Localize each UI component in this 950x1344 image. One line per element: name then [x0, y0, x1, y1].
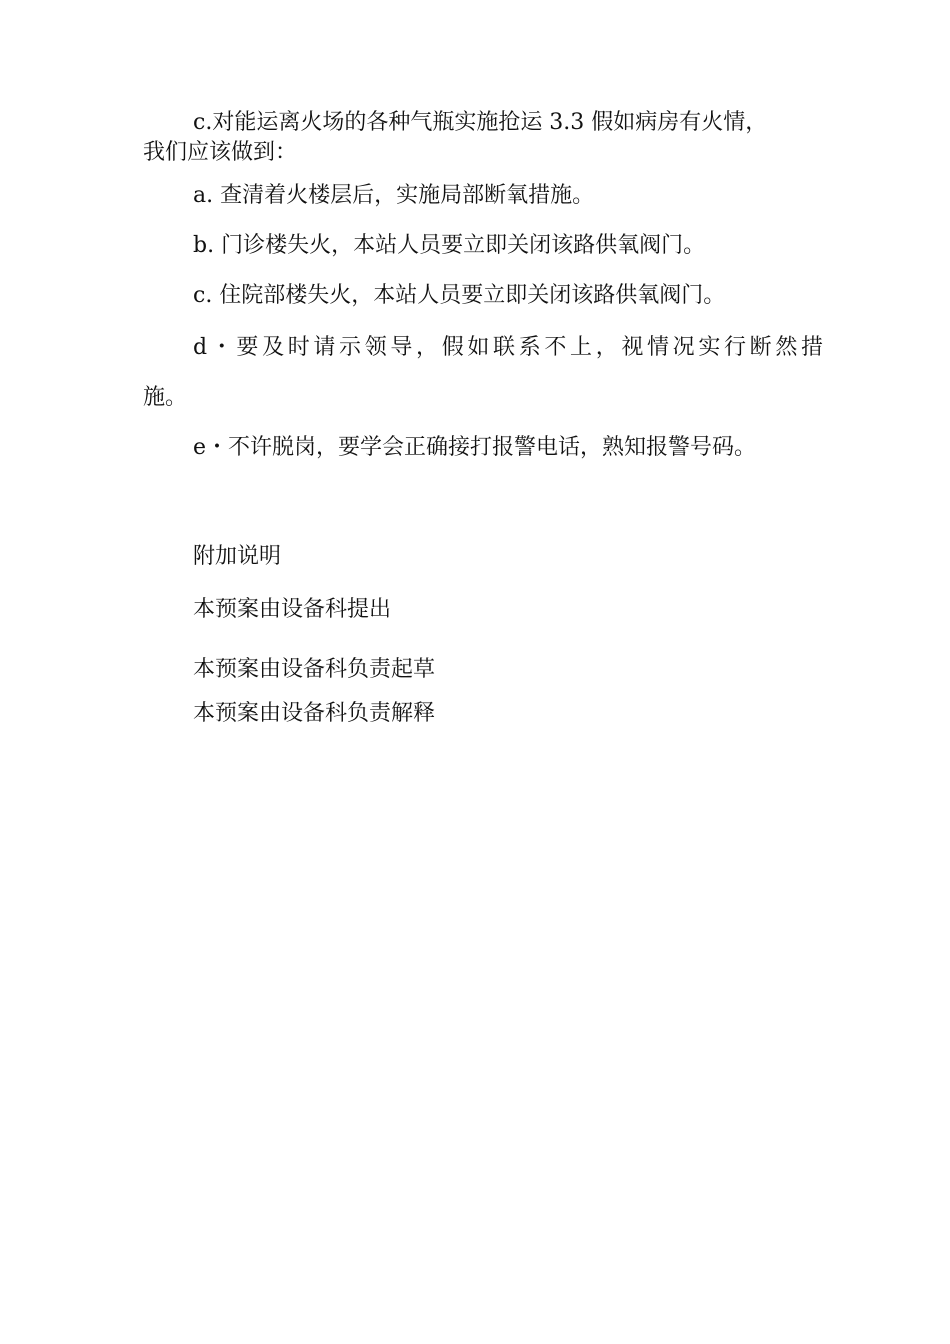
paragraph-line: c.对能运离火场的各种气瓶实施抢运 3.3 假如病房有火情，	[193, 110, 768, 135]
list-item-d-continuation: 施。	[143, 385, 188, 410]
list-item-a: a. 查清着火楼层后，实施局部断氧措施。	[193, 183, 595, 208]
appendix-line-proposer: 本预案由设备科提出	[193, 597, 392, 622]
appendix-line-drafter: 本预案由设备科负责起草	[193, 657, 436, 682]
paragraph-line-continuation: 我们应该做到：	[143, 140, 298, 165]
list-item-c: c. 住院部楼失火，本站人员要立即关闭该路供氧阀门。	[193, 283, 726, 308]
list-item-d: d・要及时请示领导，假如联系不上，视情况实行断然措	[193, 335, 823, 360]
appendix-line-interpreter: 本预案由设备科负责解释	[193, 701, 436, 726]
appendix-title: 附加说明	[193, 544, 282, 569]
list-item-b: b. 门诊楼失火，本站人员要立即关闭该路供氧阀门。	[193, 233, 706, 258]
list-item-e: e・不许脱岗，要学会正确接打报警电话，熟知报警号码。	[193, 435, 757, 460]
